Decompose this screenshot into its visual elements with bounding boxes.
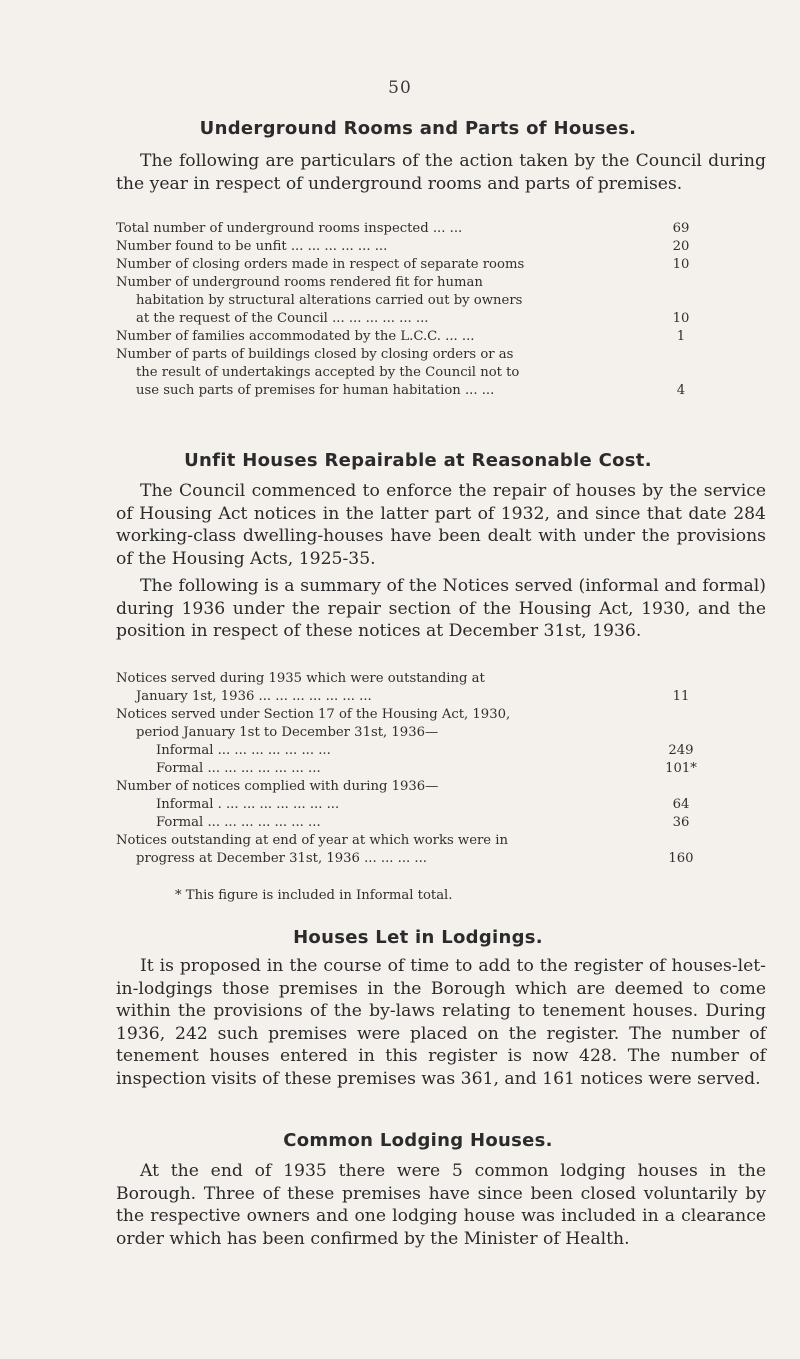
page-number: 50: [388, 78, 412, 98]
stat-row: [116, 832, 716, 868]
lodgings-para: It is proposed in the course of time to add to the register of houses-let-in-lodgings those premises in the Borough which are deemed to come within the provisions of the by-laws relating to tenement houses. During 1936, 242 such premises were placed on the register. The number of tenement houses entered in this register is now 428. The number of inspection visits of these premises was 361, and 161 notices were served.: [116, 956, 766, 1089]
unfit-para-2: The following is a summary of the Notices served (informal and formal) during 1936 under the repair section of the Housing Act, 1930, and the position in respect of these notices at December 31st, 1936.: [116, 576, 766, 641]
stat-value: 64: [672, 797, 690, 812]
stat-label: Formal ... ... ... ... ... ... ...: [156, 761, 321, 776]
stat-label: Number of notices complied with during 1936—: [116, 779, 439, 794]
stat-row: [116, 796, 716, 814]
stat-label: Number of closing orders made in respect of separate rooms: [116, 257, 525, 272]
stat-value: 69: [672, 221, 690, 236]
stat-value: 249: [668, 743, 694, 758]
stat-row: [116, 760, 716, 778]
stat-value: 36: [672, 815, 690, 830]
stat-label-cont: the result of undertakings accepted by the Council not to: [136, 365, 520, 380]
stat-label-cont: period January 1st to December 31st, 1936—: [136, 725, 439, 740]
stat-row: [116, 814, 716, 832]
stat-row: [116, 256, 716, 274]
stat-row: [116, 328, 716, 346]
stat-label-cont: at the request of the Council ... ... ... ... ... ...: [136, 311, 429, 326]
stat-label: Number of underground rooms rendered fit for human: [116, 275, 483, 290]
underground-intro: The following are particulars of the action taken by the Council during the year in respect of underground rooms and parts of premises.: [116, 151, 766, 194]
stat-label: Notices outstanding at end of year at which works were in: [116, 833, 509, 848]
stat-label-cont: use such parts of premises for human habitation ... ...: [136, 383, 495, 398]
stat-label: Notices served during 1935 which were outstanding at: [116, 671, 485, 686]
common-para: At the end of 1935 there were 5 common lodging houses in the Borough. Three of these premises have since been closed voluntarily by the respective owners and one lodging house was included in a clearance order which has been confirmed by the Minister of Health.: [116, 1161, 766, 1249]
stat-value: 160: [668, 851, 694, 866]
footnote: * This figure is included in Informal total.: [175, 888, 453, 903]
underground-stats: [116, 220, 716, 400]
stat-value: 20: [672, 239, 690, 254]
stat-value: 10: [672, 257, 690, 272]
common-heading: Common Lodging Houses.: [283, 1130, 553, 1151]
stat-row: [116, 220, 716, 238]
stat-value: 4: [676, 383, 686, 398]
stat-label: Informal ... ... ... ... ... ... ...: [156, 743, 331, 758]
stat-row: [116, 346, 716, 400]
unfit-para-1: The Council commenced to enforce the repair of houses by the service of Housing Act notices in the latter part of 1932, and since that date 284 working-class dwelling-houses have been dealt with under the provisions of the Housing Acts, 1925-35.: [116, 481, 766, 569]
stat-label-cont: habitation by structural alterations carried out by owners: [136, 293, 523, 308]
stat-row: [116, 706, 716, 742]
stat-row: [116, 778, 716, 796]
stat-value: 10: [672, 311, 690, 326]
stat-label: Informal . ... ... ... ... ... ... ...: [156, 797, 340, 812]
stat-label: Notices served under Section 17 of the Housing Act, 1930,: [116, 707, 511, 722]
stat-label: Number found to be unfit ... ... ... ... ... ...: [116, 239, 388, 254]
stat-value: 101*: [665, 761, 697, 776]
stat-row: [116, 670, 716, 706]
unfit-heading: Unfit Houses Repairable at Reasonable Cost.: [184, 450, 652, 471]
stat-label: Number of families accommodated by the L.C.C. ... ...: [116, 329, 475, 344]
stat-label-cont: January 1st, 1936 ... ... ... ... ... ... ...: [136, 689, 372, 704]
unfit-stats: [116, 670, 716, 868]
stat-row: [116, 742, 716, 760]
stat-value: 1: [676, 329, 686, 344]
stat-label: Formal ... ... ... ... ... ... ...: [156, 815, 321, 830]
stat-label: Number of parts of buildings closed by closing orders or as: [116, 347, 514, 362]
stat-row: [116, 238, 716, 256]
stat-row: [116, 274, 716, 328]
lodgings-heading: Houses Let in Lodgings.: [293, 927, 543, 948]
stat-value: 11: [672, 689, 690, 704]
underground-heading: Underground Rooms and Parts of Houses.: [199, 118, 637, 139]
stat-label-cont: progress at December 31st, 1936 ... ... ... ...: [136, 851, 427, 866]
stat-label: Total number of underground rooms inspected ... ...: [116, 221, 463, 236]
